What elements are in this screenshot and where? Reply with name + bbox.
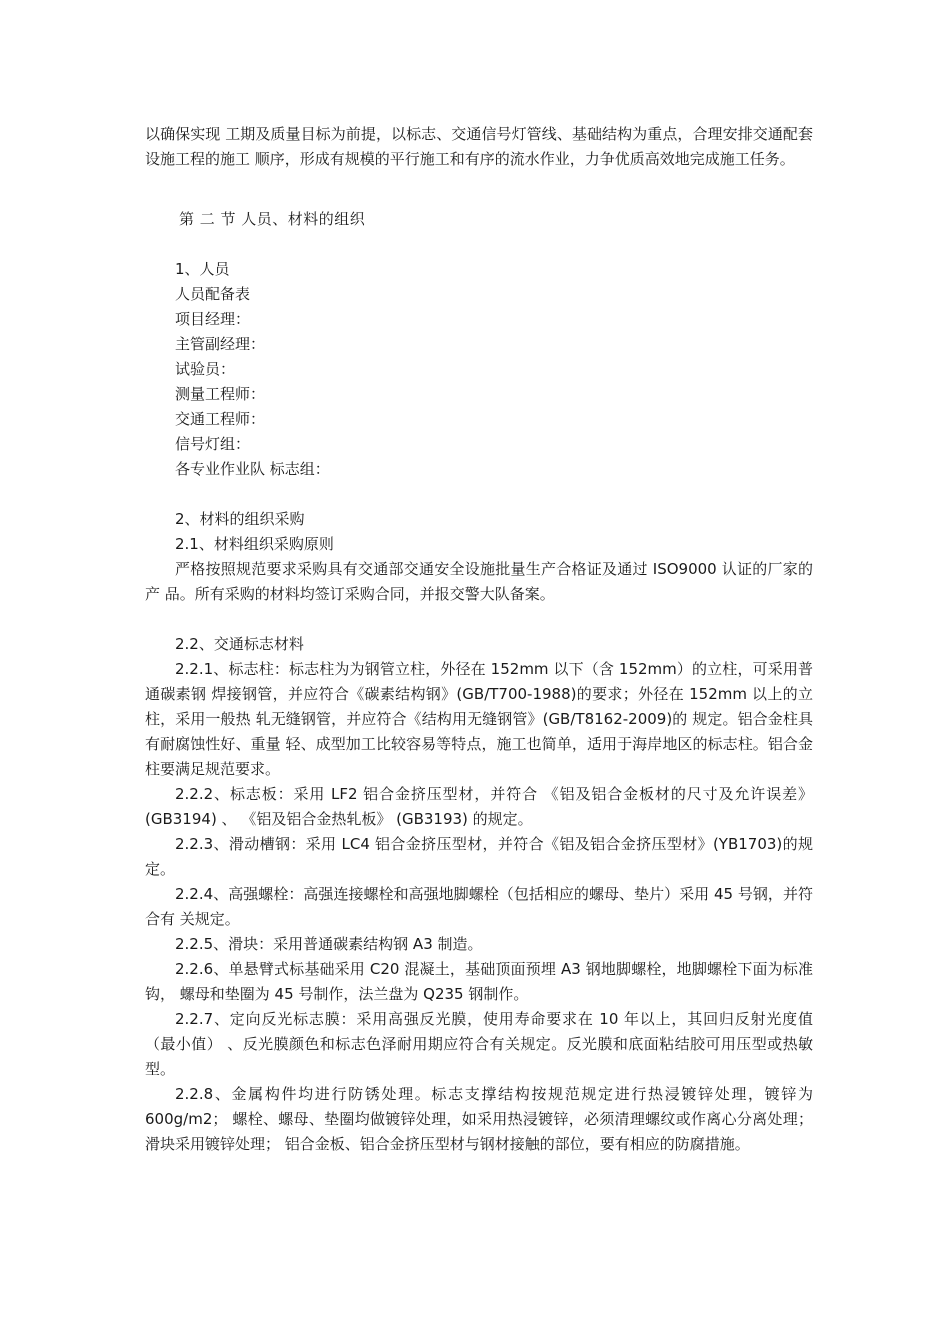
item-2-2-5: 2.2.5、滑块：采用普通碳素结构钢 A3 制造。	[175, 935, 483, 953]
intro-paragraph: 以确保实现 工期及质量目标为前提，以标志、交通信号灯管线、基础结构为重点，合理安排交通配套设施工程的施工 顺序，形成有规模的平行施工和有序的流水作业，力争优质高效地完成施工任务。	[145, 125, 813, 168]
item-2-2-8: 2.2.8、金属构件均进行防锈处理。标志支撑结构按规范规定进行热浸镀锌处理，镀锌为 600g/m2； 螺栓、螺母、垫圈均做镀锌处理，如采用热浸镀锌，必须清理螺纹或作离心分离处理；滑块采用镀锌处理； 铝合金板、铝合金挤压型材与钢材接触的部位，要有相应的防腐措施。	[145, 1085, 813, 1153]
role-tester: 试验员：	[175, 360, 236, 378]
sign-materials-heading: 2.2、交通标志材料	[175, 635, 304, 653]
item-2-2-4: 2.2.4、高强螺栓：高强连接螺栓和高强地脚螺栓（包括相应的螺母、垫片）采用 45 号钢，并符合有 关规定。	[145, 885, 813, 928]
role-deputy-manager: 主管副经理：	[175, 335, 266, 353]
role-signal-team: 信号灯组：	[175, 435, 251, 453]
document-page	[145, 122, 813, 1157]
personnel-table-title: 人员配备表	[175, 285, 251, 303]
item-2-2-2: 2.2.2、标志板：采用 LF2 铝合金挤压型材，并符合 《铝及铝合金板材的尺寸及允许误差》 (GB3194) 、 《铝及铝合金热轧板》 (GB3193) 的规定。	[145, 785, 813, 828]
item-2-2-7: 2.2.7、定向反光标志膜：采用高强反光膜，使用寿命要求在 10 年以上，其回归反射光度值 （最小值） 、反光膜颜色和标志色泽耐用期应符合有关规定。反光膜和底面粘结胶可用压型或热敏型。	[145, 1010, 813, 1078]
role-sign-team: 各专业作业队 标志组：	[175, 460, 330, 478]
principle-heading: 2.1、材料组织采购原则	[175, 535, 334, 553]
principle-paragraph: 严格按照规范要求采购具有交通部交通安全设施批量生产合格证及通过 ISO9000 认证的厂家的产 品。所有采购的材料均签订采购合同，并报交警大队备案。	[145, 560, 813, 603]
materials-heading: 2、材料的组织采购	[175, 510, 305, 528]
item-2-2-3: 2.2.3、滑动槽钢：采用 LC4 铝合金挤压型材，并符合《铝及铝合金挤压型材》(YB1703)的规定。	[145, 835, 813, 878]
role-project-manager: 项目经理：	[175, 310, 251, 328]
personnel-heading: 1、人员	[175, 260, 230, 278]
role-traffic-engineer: 交通工程师：	[175, 410, 266, 428]
section-title: 第 二 节 人员、材料的组织	[179, 210, 366, 228]
role-survey-engineer: 测量工程师：	[175, 385, 266, 403]
item-2-2-6: 2.2.6、单悬臂式标基础采用 C20 混凝土，基础顶面预埋 A3 钢地脚螺栓，地脚螺栓下面为标准钩， 螺母和垫圈为 45 号制作，法兰盘为 Q235 钢制作。	[145, 960, 813, 1003]
item-2-2-1: 2.2.1、标志柱：标志柱为为钢管立柱，外径在 152mm 以下（含 152mm）的立柱，可采用普通碳素钢 焊接钢管，并应符合《碳素结构钢》(GB/T700-1988)的要求；外径在 152mm 以上的立柱，采用一般热 轧无缝钢管，并应符合《结构用无缝钢管》(GB/T8162-2009)的 规定。铝合金柱具有耐腐蚀性好、重量 轻、成型加工比较容易等特点，施工也简单，适用于海岸地区的标志柱。铝合金柱要满足规范要求。	[145, 660, 813, 778]
